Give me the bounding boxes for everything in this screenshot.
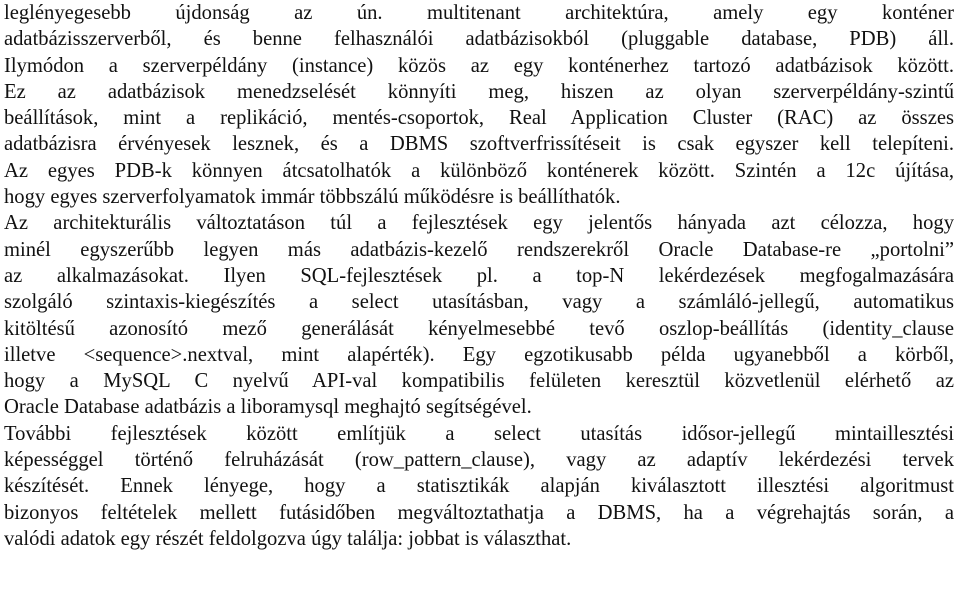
document-body xyxy=(4,0,954,552)
text-line: kitöltésű azonosító mező generálását kényelmesebbé tevő oszlop-beállítás (identity_clause xyxy=(4,317,954,340)
text-line: az alkalmazásokat. Ilyen SQL-fejlesztések pl. a top-N lekérdezések megfogalmazására xyxy=(4,264,954,287)
text-line: beállítások, mint a replikáció, mentés-csoportok, Real Application Cluster (RAC) az összes xyxy=(4,107,954,130)
text-line: adatbázisszerverből, és benne felhasználói adatbázisokból (pluggable database, PDB) áll. xyxy=(4,28,954,51)
text-line: Ilymódon a szerverpéldány (instance) közös az egy konténerhez tartozó adatbázisok között. xyxy=(4,54,954,77)
text-line: szolgáló szintaxis-kiegészítés a select utasításban, vagy a számláló-jellegű, automatikus xyxy=(4,291,954,314)
text-line: minél egyszerűbb legyen más adatbázis-kezelő rendszerekről Oracle Database-re „portolni” xyxy=(4,238,954,261)
text-line: illetve <sequence>.nextval, mint alapérték). Egy egzotikusabb példa ugyanebből a körből, xyxy=(4,343,954,366)
text-line: képességgel történő felruházását (row_pattern_clause), vagy az adaptív lekérdezési tervek xyxy=(4,449,954,472)
text-line: adatbázisra érvényesek lesznek, és a DBMS szoftverfrissítéseit is csak egyszer kell telepíteni. xyxy=(4,133,954,156)
text-line: készítését. Ennek lényege, hogy a statisztikák alapján kiválasztott illesztési algoritmust xyxy=(4,475,954,498)
text-line: bizonyos feltételek mellett futásidőben megváltoztathatja a DBMS, ha a végrehajtás során, a xyxy=(4,501,954,524)
text-line: hogy a MySQL C nyelvű API-val kompatibilis felületen keresztül közvetlenül elérhető az xyxy=(4,370,954,393)
text-line: Az egyes PDB-k könnyen átcsatolhatók a különböző konténerek között. Szintén a 12c újítása, xyxy=(4,159,954,182)
text-line: hogy egyes szerverfolyamatok immár többszálú működésre is beállíthatók. xyxy=(4,186,621,209)
text-line: leglényegesebb újdonság az ún. multitenant architektúra, amely egy konténer xyxy=(4,2,954,24)
text-line: Az architekturális változtatáson túl a fejlesztések egy jelentős hányada azt célozza, hogy xyxy=(4,212,954,235)
text-line: Oracle Database adatbázis a liboramysql meghajtó segítségével. xyxy=(4,396,532,419)
text-line: Ez az adatbázisok menedzselését könnyíti meg, hiszen az olyan szerverpéldány-szintű xyxy=(4,80,954,103)
text-line: További fejlesztések között említjük a select utasítás idősor-jellegű mintaillesztési xyxy=(4,422,954,445)
text-line: valódi adatok egy részét feldolgozva úgy találja: jobbat is választhat. xyxy=(4,527,572,550)
